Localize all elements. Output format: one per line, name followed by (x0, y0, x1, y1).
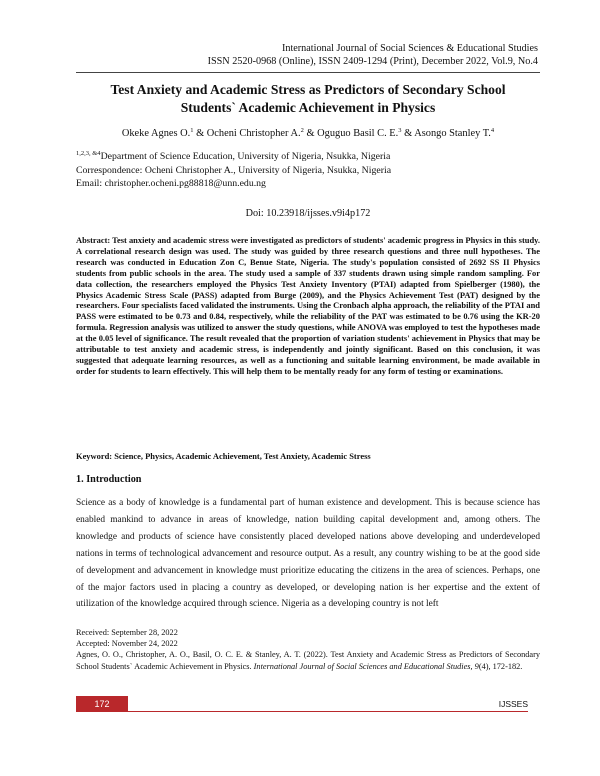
author-3-affil: 3 (398, 127, 402, 134)
paper-title (76, 81, 540, 116)
author-separator: & (193, 128, 207, 139)
page-footer (76, 696, 528, 712)
footer-divider (128, 711, 528, 712)
doi[interactable]: Doi: 10.23918/ijsses.v9i4p172 (245, 208, 371, 219)
journal-header (208, 42, 538, 68)
citation-issue: (4), 172-182. (478, 661, 523, 671)
affiliation-superscript: 1,2,3, &4 (76, 150, 101, 157)
email[interactable]: Email: christopher.ocheni.pg88818@unn.edu.ng (76, 178, 266, 190)
author-1: Okeke Agnes O. (121, 128, 191, 139)
page-number: 172 (76, 696, 128, 712)
author-1-affil: 1 (190, 127, 194, 134)
citation-text: Agnes, O. O., Christopher, A. O., Basil, O. C. E. & Stanley, A. T. (2022). Test Anxiety and Academic Stress as Predictors of Secondary School Students` Academic Achievement in Physics. (76, 650, 540, 671)
author-separator: & (401, 128, 415, 139)
abstract: Abstract: Test anxiety and academic stress were investigated as predictors of students' academic progress in Physics in this study. A correlational research design was used. The study was guided by three research questions and three null hypotheses. The research was conducted in Education Zon C, Benue State, Nigeria. The study's population consisted of 2692 SS II Physics students from public schools in the area. The study used a sample of 337 students drawn using simple random sampling. For data collection, the researchers employed the Physics Test Anxiety Inventory (PTAI) adapted from Spielberger (1980), the Physics Academic Stress Scale (PASS) adapted from Burge (2009), and the Physics Achievement Test (PAT) designed by the researchers. Four specialists faced validated the instruments. Using the Cronbach alpha approach, the reliability of the PTAI and PASS were estimated to be 0.73 and 0.84, respectively, while the reliability of the PAT was estimated to be 0.76 using the KR-20 formula. Regression analysis was utilized to answer the study questions, while ANOVA was employed to test the hypotheses made at the 0.05 level of significance. The result revealed that the proportion of variation students' achievement in Physics that may be attributable to test anxiety and academic stress, is independently and jointly significant. Based on this conclusion, it was suggested that adequate learning resources, as well as a functioning and suitable learning environment, be made available in order for students to learn effectively. This will help them to be mentally ready for any form of testing or examinations. (76, 235, 540, 376)
citation-journal: International Journal of Social Sciences and Educational Studies, 9 (253, 661, 479, 671)
introduction-body: Science as a body of knowledge is a fundamental part of human existence and development. This is because science has enabled mankind to advance in areas of knowledge, nation building capital development and, among others. The knowledge and products of science have consistently placed developed nations above developing and underdeveloped nations in terms of technological advancement and resource output. As a result, any country wishing to be at the good side of development and advancement in knowledge must prioritize educating the citizens in the area of sciences. Perhaps, one of the major factors used in placing a country as developed, or developing nation is her expertise and the extent of utilization of the knowledge acquired through science. Nigeria as a developing country is not left (76, 498, 540, 610)
author-separator: & (303, 128, 318, 139)
author-list (76, 127, 540, 141)
accepted-date: Accepted: November 24, 2022 (76, 639, 178, 649)
author-2-affil: 2 (300, 127, 304, 134)
correspondence: Correspondence: Ocheni Christopher A., University of Nigeria, Nsukka, Nigeria (76, 164, 392, 176)
author-4-affil: 4 (490, 127, 495, 134)
received-date: Received: September 28, 2022 (76, 628, 178, 637)
department-text: Department of Science Education, University of Nigeria, Nsukka, Nigeria (100, 151, 391, 162)
title-line-2: Students` Academic Achievement in Physics (180, 99, 436, 115)
footnote (76, 627, 540, 672)
affiliations (76, 150, 540, 191)
affiliation-department (76, 150, 540, 164)
journal-name: International Journal of Social Sciences & Educational Studies (281, 43, 538, 54)
section-heading-introduction: 1. Introduction (76, 474, 142, 485)
footer-journal-abbrev: IJSSES (498, 699, 528, 709)
author-3: Oguguo Basil C. E. (317, 128, 399, 139)
title-line-1: Test Anxiety and Academic Stress as Predictors of Secondary School (110, 82, 506, 97)
citation (76, 649, 540, 671)
journal-issn: ISSN 2520-0968 (Online), ISSN 2409-1294 (Print), December 2022, Vol.9, No.4 (207, 56, 538, 68)
author-2: Ocheni Christopher A. (206, 128, 301, 139)
header-divider (76, 72, 540, 73)
keywords: Keyword: Science, Physics, Academic Achievement, Test Anxiety, Academic Stress (76, 451, 371, 461)
author-4: Asongo Stanley T. (414, 128, 491, 139)
